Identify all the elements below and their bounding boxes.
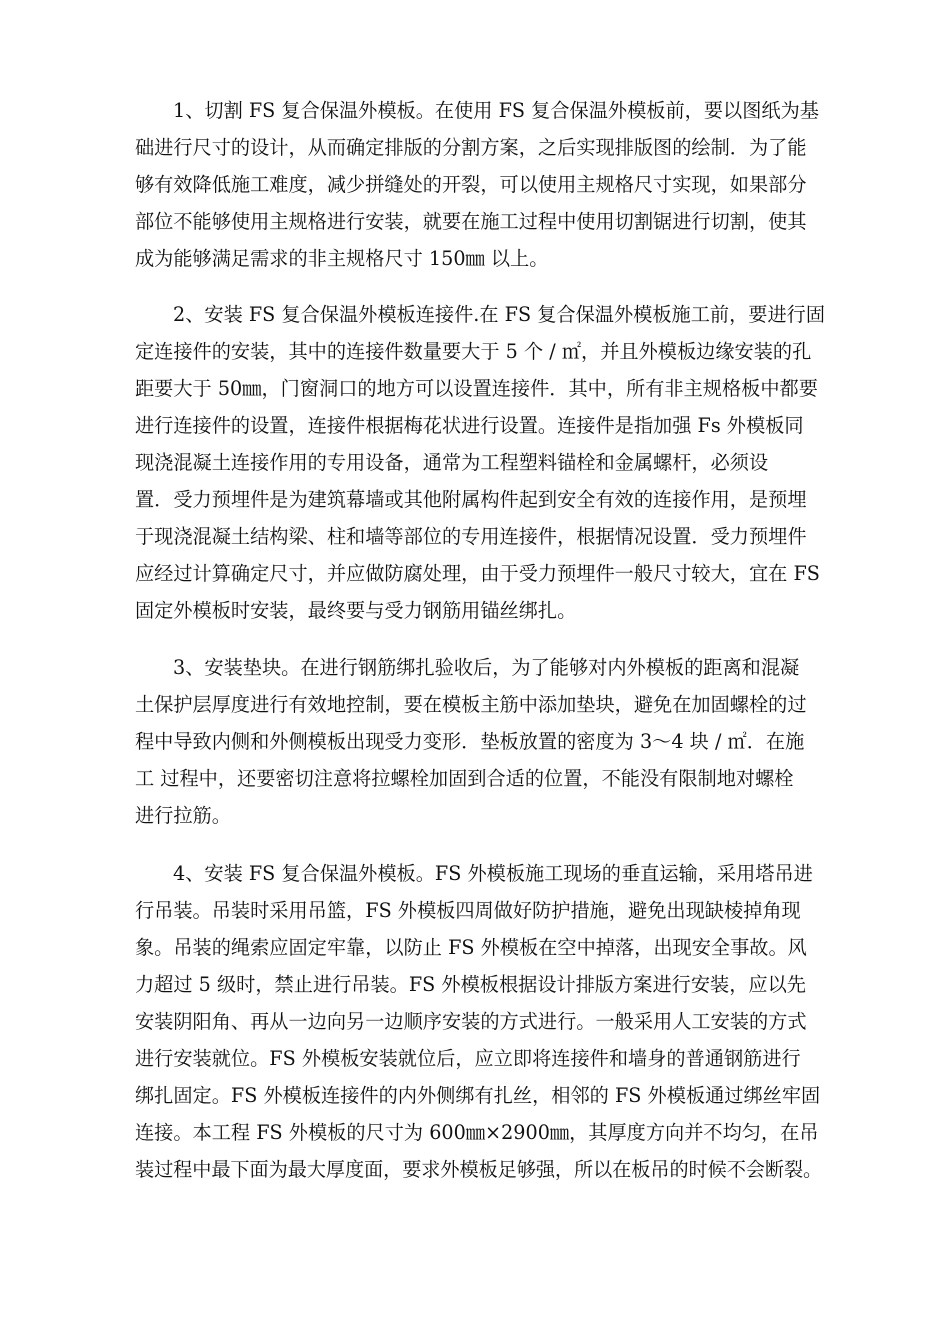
text-line: 2、安装 FS 复合保温外模板连接件.在 FS 复合保温外模板施工前，要进行固 xyxy=(173,303,826,326)
text-line: 固定外模板时安装，最终要与受力钢筋用锚丝绑扎。 xyxy=(135,599,577,622)
text-line: 够有效降低施工难度，减少拼缝处的开裂，可以使用主规格尺寸实现，如果部分 xyxy=(135,173,807,196)
text-line: 力超过 5 级时，禁止进行吊装。FS 外模板根据设计排版方案进行安装，应以先 xyxy=(135,973,806,996)
text-line: 置．受力预埋件是为建筑幕墙或其他附属构件起到安全有效的连接作用，是预埋 xyxy=(135,488,807,511)
text-line: 部位不能够使用主规格进行安装，就要在施工过程中使用切割锯进行切割，使其 xyxy=(135,210,807,233)
text-line: 程中导致内侧和外侧模板出现受力变形．垫板放置的密度为 3～4 块 / ㎡．在施 xyxy=(135,730,805,753)
text-line: 础进行尺寸的设计，从而确定排版的分割方案，之后实现排版图的绘制．为了能 xyxy=(135,136,807,159)
text-line: 1、切割 FS 复合保温外模板。在使用 FS 复合保温外模板前，要以图纸为基 xyxy=(173,99,819,122)
text-line: 现浇混凝土连接作用的专用设备，通常为工程塑料锚栓和金属螺杆，必须设 xyxy=(135,451,769,474)
text-line: 4、安装 FS 复合保温外模板。FS 外模板施工现场的垂直运输，采用塔吊进 xyxy=(173,862,813,885)
text-line: 距要大于 50㎜，门窗洞口的地方可以设置连接件．其中，所有非主规格板中都要 xyxy=(135,377,818,400)
paragraph-cutting-formwork xyxy=(135,92,825,277)
text-line: 土保护层厚度进行有效地控制，要在模板主筋中添加垫块，避免在加固螺栓的过 xyxy=(135,693,807,716)
text-line: 应经过计算确定尺寸，并应做防腐处理，由于受力预埋件一般尺寸较大，宜在 FS xyxy=(135,562,820,585)
text-line: 进行拉筋。 xyxy=(135,804,231,827)
text-line: 连接。本工程 FS 外模板的尺寸为 600㎜×2900㎜，其厚度方向并不均匀，在吊 xyxy=(135,1121,819,1144)
paragraph-install-spacers xyxy=(135,649,825,834)
text-line: 工 过程中，还要密切注意将拉螺栓加固到合适的位置，不能没有限制地对螺栓 xyxy=(135,767,794,790)
text-line: 定连接件的安装，其中的连接件数量要大于 5 个 / ㎡，并且外模板边缘安装的孔 xyxy=(135,340,812,363)
text-line: 于现浇混凝土结构梁、柱和墙等部位的专用连接件，根据情况设置．受力预埋件 xyxy=(135,525,807,548)
paragraph-install-formwork xyxy=(135,855,825,1188)
paragraph-install-connectors xyxy=(135,296,825,629)
text-line: 进行安装就位。FS 外模板安装就位后，应立即将连接件和墙身的普通钢筋进行 xyxy=(135,1047,801,1070)
text-line: 3、安装垫块。在进行钢筋绑扎验收后，为了能够对内外模板的距离和混凝 xyxy=(173,656,800,679)
text-line: 成为能够满足需求的非主规格尺寸 150㎜ 以上。 xyxy=(135,247,549,270)
text-line: 安装阴阳角、再从一边向另一边顺序安装的方式进行。一般采用人工安装的方式 xyxy=(135,1010,807,1033)
text-line: 装过程中最下面为最大厚度面，要求外模板足够强，所以在板吊的时候不会断裂。 xyxy=(135,1158,823,1181)
text-line: 进行连接件的设置，连接件根据梅花状进行设置。连接件是指加强 Fs 外模板同 xyxy=(135,414,804,437)
text-line: 行吊装。吊装时采用吊篮，FS 外模板四周做好防护措施，避免出现缺棱掉角现 xyxy=(135,899,801,922)
text-line: 绑扎固定。FS 外模板连接件的内外侧绑有扎丝，相邻的 FS 外模板通过绑丝牢固 xyxy=(135,1084,821,1107)
text-line: 象。吊装的绳索应固定牢靠，以防止 FS 外模板在空中掉落，出现安全事故。风 xyxy=(135,936,807,959)
